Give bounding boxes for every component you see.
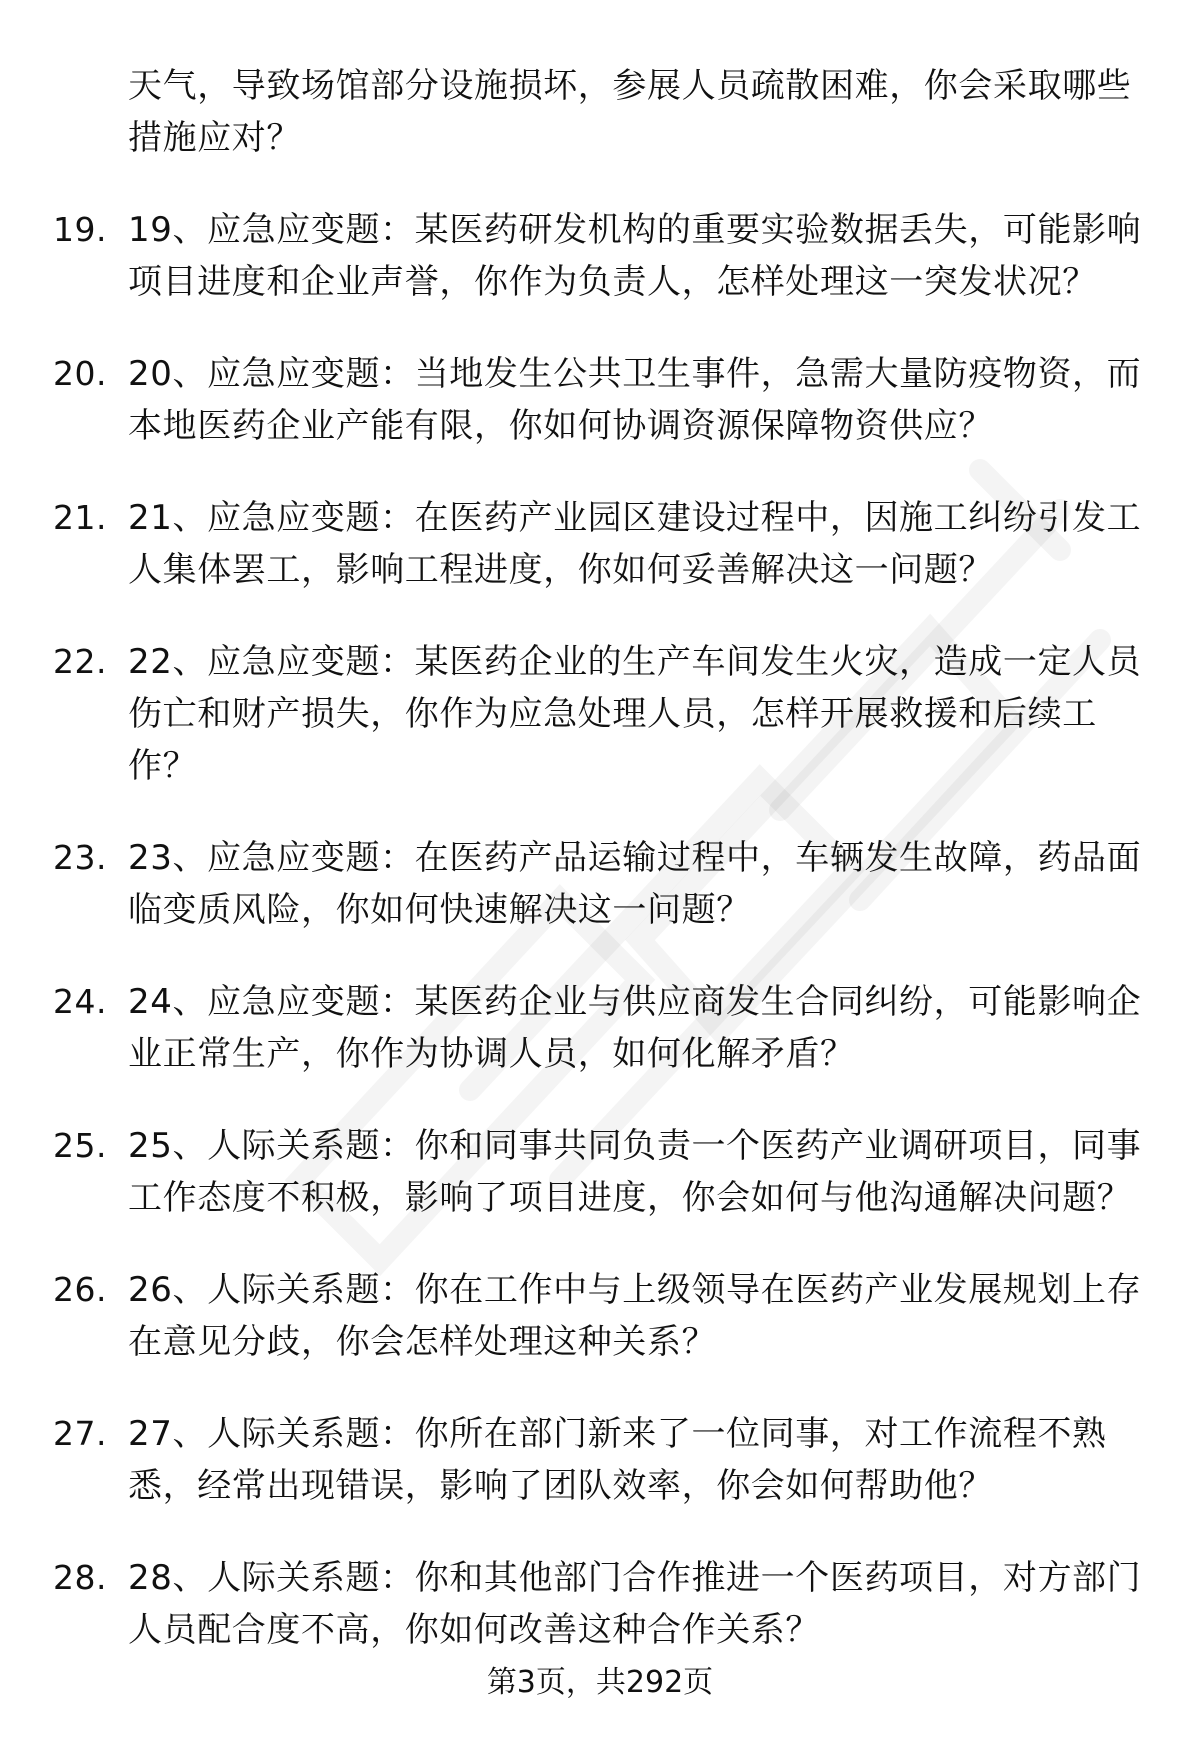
question-text: 24、应急应变题：某医药企业与供应商发生合同纠纷，可能影响企业正常生产，你作为协调人员，如何化解矛盾？ (128, 982, 1142, 1074)
list-item (0, 636, 1200, 792)
list-item (0, 1264, 1200, 1368)
list-item-continuation (0, 60, 1200, 164)
question-text: 27、人际关系题：你所在部门新来了一位同事，对工作流程不熟悉，经常出现错误，影响了团队效率，你会如何帮助他？ (128, 1414, 1107, 1506)
question-number: 19. (53, 210, 107, 249)
question-number: 20. (53, 354, 107, 393)
question-number: 24. (53, 982, 107, 1021)
question-text: 28、人际关系题：你和其他部门合作推进一个医药项目，对方部门人员配合度不高，你如何改善这种合作关系？ (128, 1558, 1142, 1650)
question-text: 25、人际关系题：你和同事共同负责一个医药产业调研项目，同事工作态度不积极，影响了项目进度，你会如何与他沟通解决问题？ (128, 1126, 1142, 1218)
list-item (0, 1120, 1200, 1224)
question-number: 21. (53, 498, 107, 537)
list-item (0, 832, 1200, 936)
question-number: 26. (53, 1270, 107, 1309)
question-number: 23. (53, 838, 107, 877)
list-item (0, 348, 1200, 452)
question-text: 26、人际关系题：你在工作中与上级领导在医药产业发展规划上存在意见分歧，你会怎样处理这种关系？ (128, 1270, 1142, 1362)
question-text: 21、应急应变题：在医药产业园区建设过程中，因施工纠纷引发工人集体罢工，影响工程进度，你如何妥善解决这一问题？ (128, 498, 1142, 590)
list-item (0, 492, 1200, 596)
question-number: 28. (53, 1558, 107, 1597)
question-text: 天气，导致场馆部分设施损坏，参展人员疏散困难，你会采取哪些措施应对？ (128, 66, 1132, 158)
list-item (0, 204, 1200, 308)
question-number: 25. (53, 1126, 107, 1165)
question-list (0, 60, 1200, 1696)
question-number: 27. (53, 1414, 107, 1453)
question-text: 20、应急应变题：当地发生公共卫生事件，急需大量防疫物资，而本地医药企业产能有限，你如何协调资源保障物资供应？ (128, 354, 1142, 446)
question-number: 22. (53, 642, 107, 681)
list-item (0, 1552, 1200, 1656)
question-text: 19、应急应变题：某医药研发机构的重要实验数据丢失，可能影响项目进度和企业声誉，你作为负责人，怎样处理这一突发状况？ (128, 210, 1142, 302)
question-text: 22、应急应变题：某医药企业的生产车间发生火灾，造成一定人员伤亡和财产损失，你作为应急处理人员，怎样开展救援和后续工作？ (128, 642, 1142, 786)
page-footer: 第3页，共292页 (486, 1665, 714, 1700)
question-text: 23、应急应变题：在医药产品运输过程中，车辆发生故障，药品面临变质风险，你如何快速解决这一问题？ (128, 838, 1142, 930)
list-item (0, 976, 1200, 1080)
list-item (0, 1408, 1200, 1512)
